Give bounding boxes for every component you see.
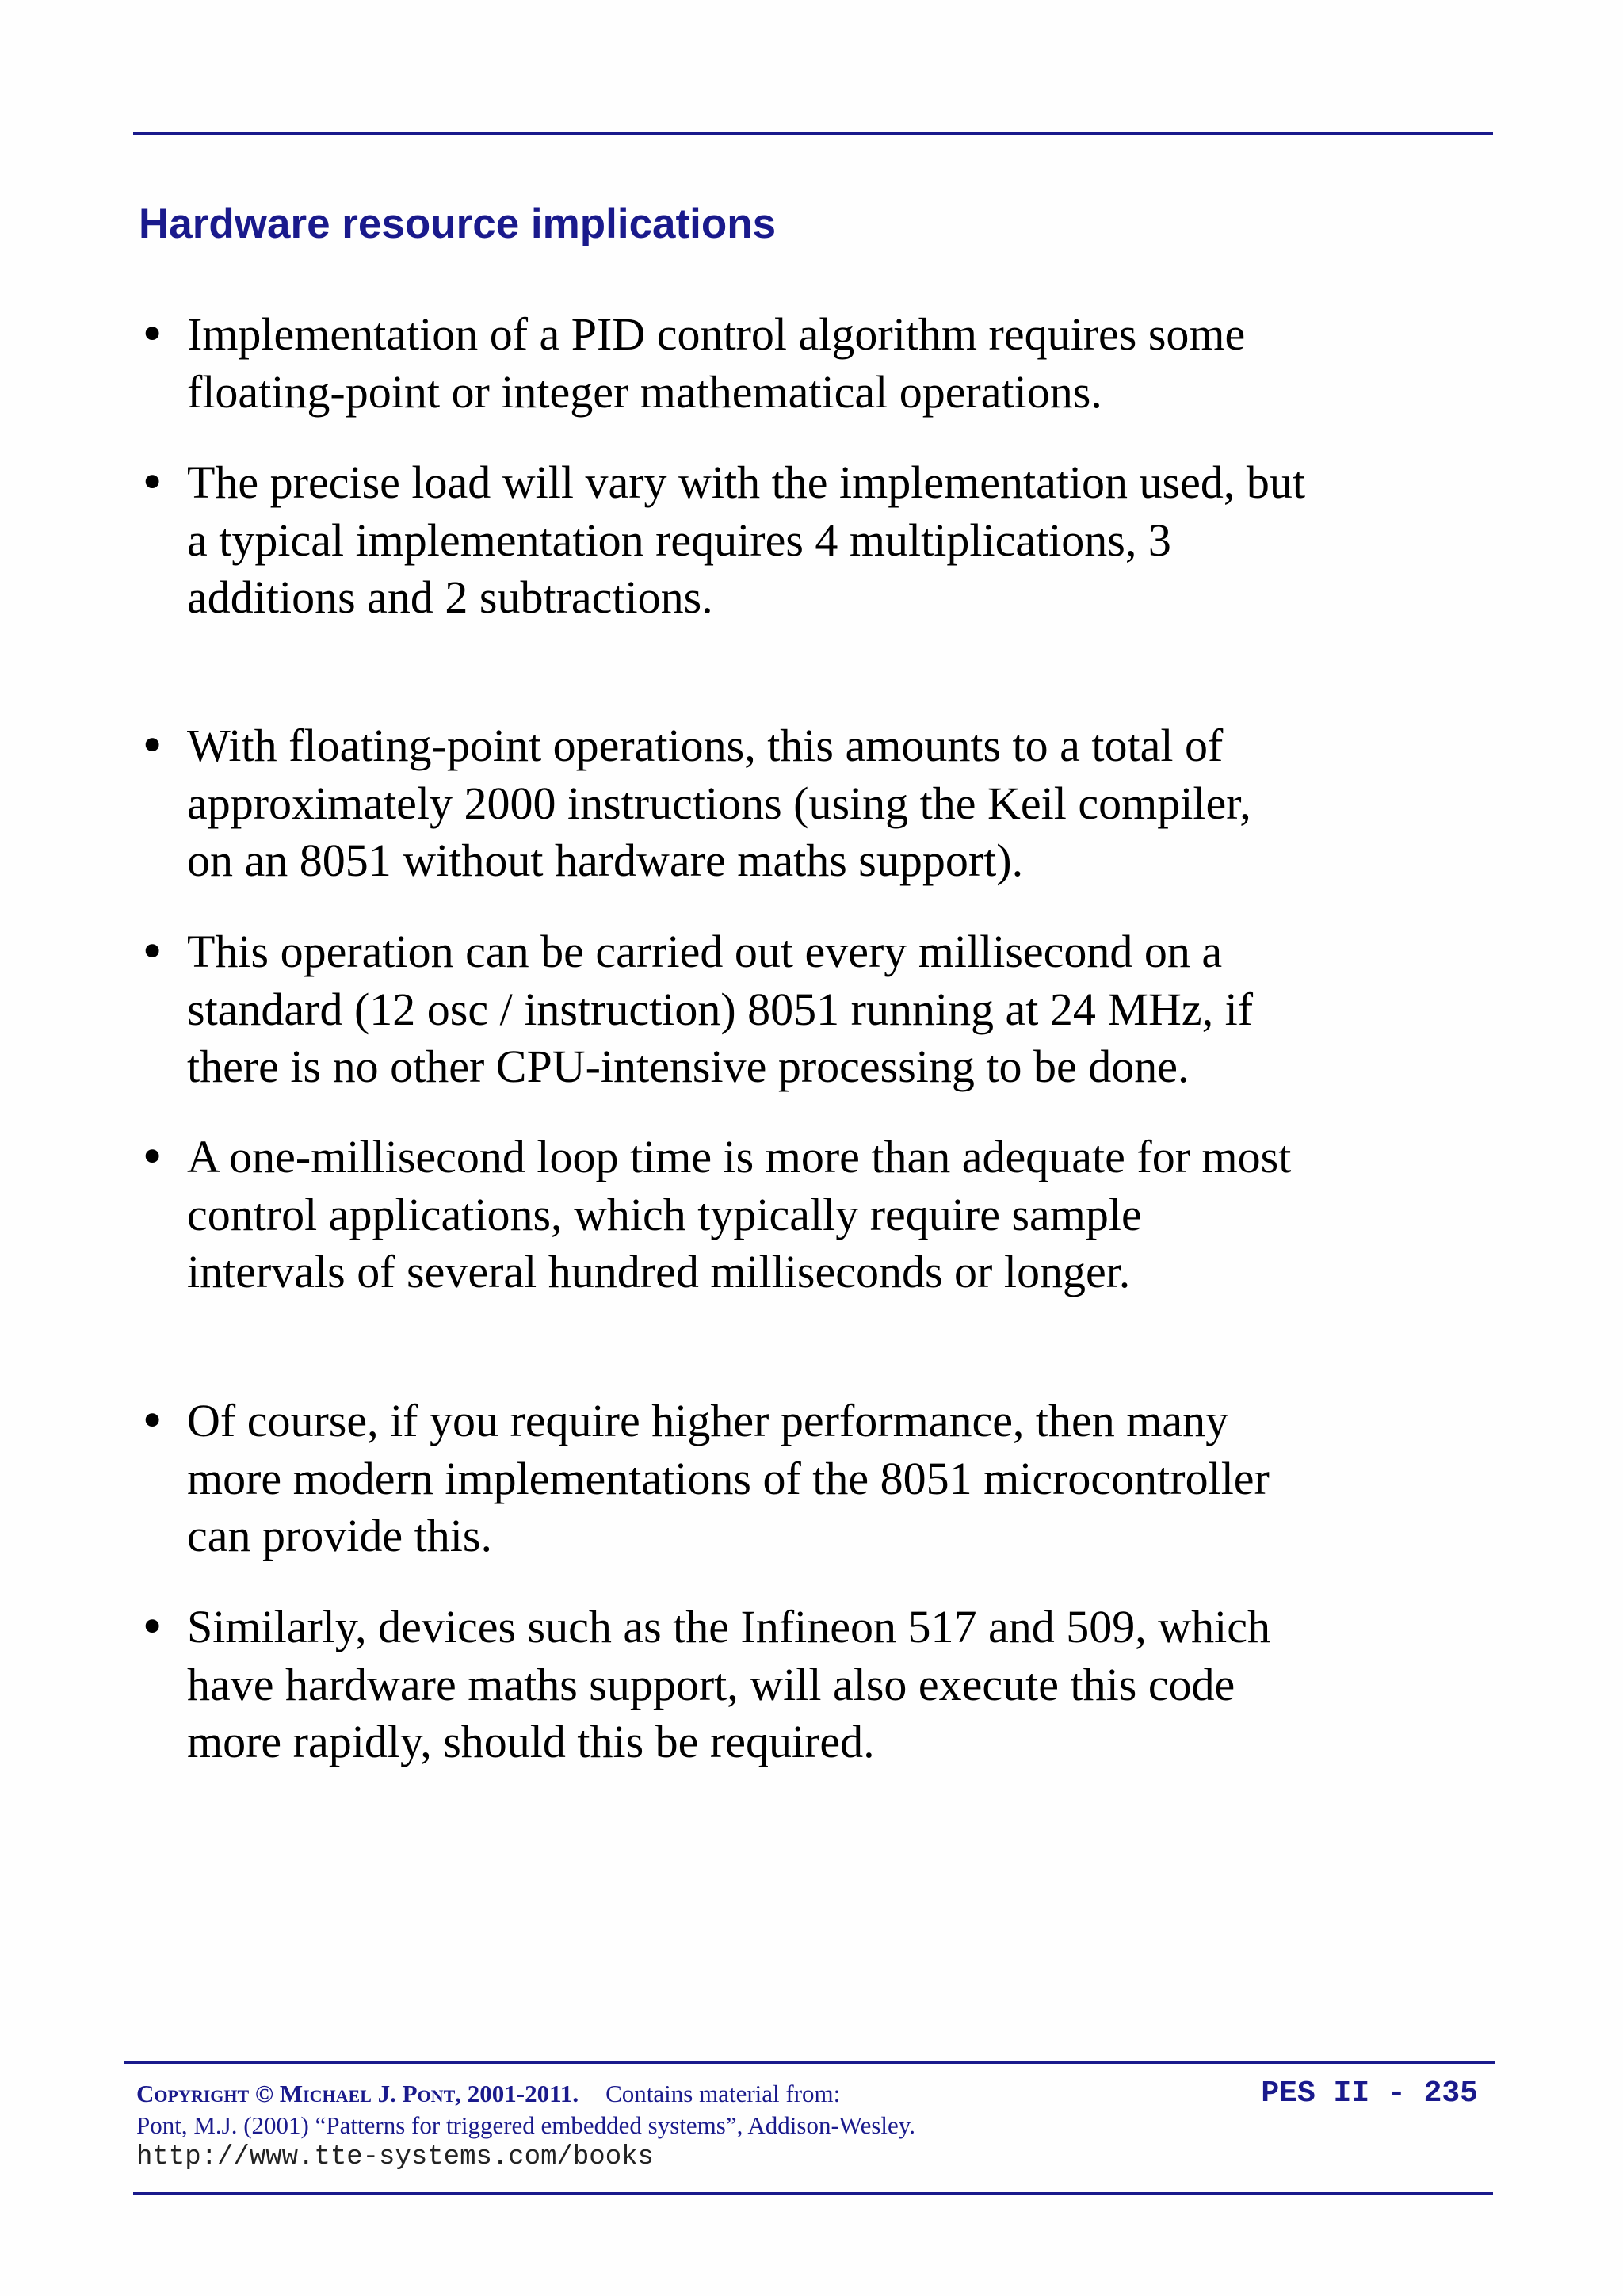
footer-top-rule xyxy=(124,2061,1495,2064)
reference-citation: Pont, M.J. (2001) “Patterns for triggered embedded systems”, Addison-Wesley. xyxy=(136,2111,916,2139)
bullet-icon: • xyxy=(139,308,166,361)
bullet-icon: • xyxy=(139,925,166,979)
bullet-text: Implementation of a PID control algorithm requires some floating-point or integer mathematical operations. xyxy=(187,308,1246,418)
copyright-line xyxy=(136,2078,1246,2110)
header-rule xyxy=(133,132,1493,135)
copyright-notice: Copyright © Michael J. Pont, 2001-2011. xyxy=(136,2080,579,2107)
bullet-icon: • xyxy=(139,1130,166,1184)
bullet-text: Of course, if you require higher performance, then many more modern implementations of the 8051 microcontroller can provide this. xyxy=(187,1395,1270,1561)
bullet-text: With floating-point operations, this amounts to a total of approximately 2000 instructions (using the Keil compiler, on an 8051 without hardware maths support). xyxy=(187,720,1251,886)
bullet-text: A one-millisecond loop time is more than adequate for most control applications, which typically require sample intervals of several hundred milliseconds or longer. xyxy=(187,1131,1292,1297)
bullet-text: The precise load will vary with the implementation used, but a typical implementation requires 4 multiplications, 3 additions and 2 subtractions. xyxy=(187,457,1305,623)
bullet-icon: • xyxy=(139,1600,166,1654)
bullet-icon: • xyxy=(139,456,166,510)
bullet-icon: • xyxy=(139,719,166,773)
page-number: PES II - 235 xyxy=(1261,2076,1478,2111)
bullet-text: This operation can be carried out every millisecond on a standard (12 osc / instruction) 8051 running at 24 MHz, if there is no other CPU-intensive processing to be done. xyxy=(187,926,1254,1092)
footer-credits xyxy=(136,2078,1246,2173)
section-heading: Hardware resource implications xyxy=(139,201,777,247)
bullet-icon: • xyxy=(139,1394,166,1448)
books-url: http://www.tte-systems.com/books xyxy=(136,2142,654,2172)
bullet-text: Similarly, devices such as the Infineon 517 and 509, which have hardware maths support, will also execute this code more rapidly, should this be required. xyxy=(187,1601,1270,1767)
footer-bottom-rule xyxy=(133,2192,1493,2195)
contains-material-label: Contains material from: xyxy=(605,2080,841,2107)
